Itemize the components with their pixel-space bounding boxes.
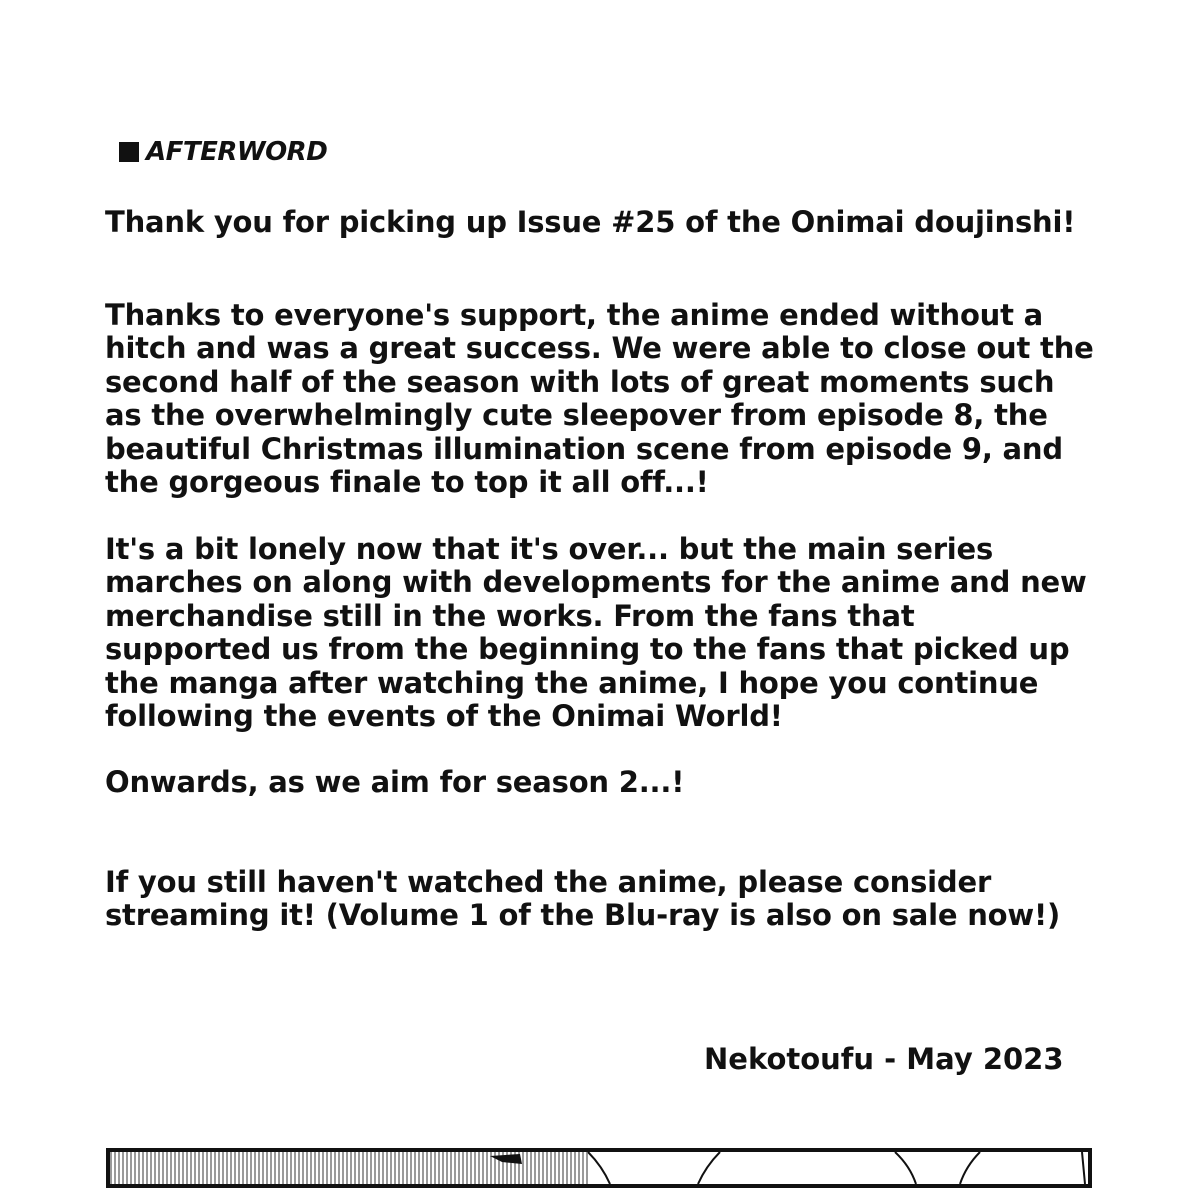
afterword-heading — [119, 137, 327, 167]
ink-line — [698, 1152, 720, 1184]
manga-panel-strip — [106, 1148, 1092, 1188]
panel-artwork — [110, 1152, 1088, 1184]
paragraph-anime-success: Thanks to everyone's support, the anime ended without a hitch and was a great success. We were able to close out the second half of the season with lots of great moments such as the overwhelmingly cute sleepover from episode 8, the beautiful Christmas illumination scene from episode 9, and the gorgeous finale to top it all off...! — [105, 298, 1094, 500]
author-signature: Nekotoufu - May 2023 — [704, 1042, 1064, 1076]
heading-title: AFTERWORD — [146, 137, 328, 167]
ink-line — [588, 1152, 610, 1184]
paragraph-season-2: Onwards, as we aim for season 2...! — [105, 765, 685, 799]
ink-line — [960, 1152, 980, 1184]
ink-line — [895, 1152, 916, 1184]
paragraph-streaming: If you still haven't watched the anime, please consider streaming it! (Volume 1 of the Blu-ray is also on sale now!) — [105, 865, 1061, 933]
paragraph-main-series: It's a bit lonely now that it's over... but the main series marches on along with developments for the anime and new merchandise still in the works. From the fans that supported us from the beginning to the fans that picked up the manga after watching the anime, I hope you continue following the events of the Onimai World! — [105, 532, 1087, 734]
ink-line — [1082, 1152, 1085, 1184]
paragraph-thanks: Thank you for picking up Issue #25 of the Onimai doujinshi! — [105, 205, 1076, 239]
square-bullet-icon — [119, 142, 139, 162]
